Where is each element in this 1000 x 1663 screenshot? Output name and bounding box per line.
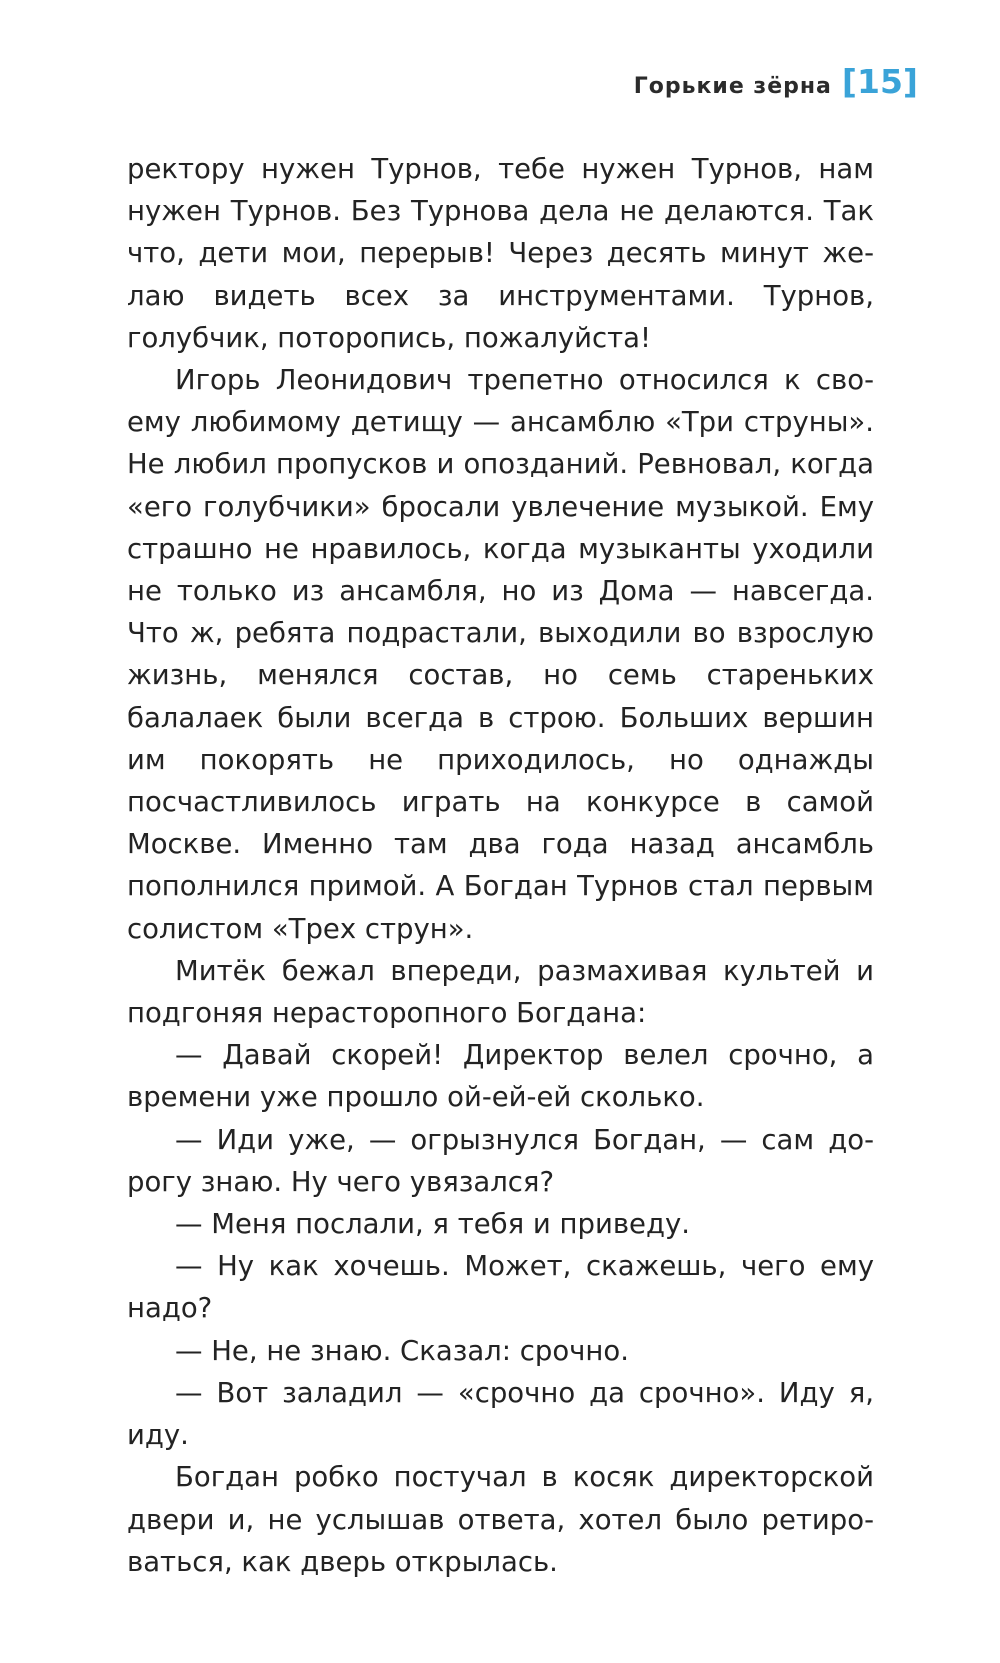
dialogue-line: — Иди уже, — огрызнулся Богдан, — сам дорогу знаю. Ну чего увязался? (127, 1123, 874, 1198)
paragraph: Митёк бежал впереди, размахивая культей и подгоняя нерасторопного Богдана: (127, 954, 874, 1030)
body-text (127, 148, 874, 1583)
dialogue-line: — Ну как хочешь. Может, скажешь, чего ему надо? (127, 1250, 874, 1325)
page-number: [15] (841, 62, 918, 101)
dialogue-line: — Вот заладил — «срочно да срочно». Иду я, иду. (127, 1376, 874, 1452)
dialogue-line: — Меня послали, я тебя и приведу. (175, 1208, 690, 1241)
paragraph: ректору нужен Турнов, тебе нужен Турнов, нам нужен Турнов. Без Турнова дела не делаются. Так что, дети мои, перерыв! Через десять минут желаю видеть всех за инструментами. Турнов, голубчик, поторопись, пожалуйста! (127, 153, 874, 354)
dialogue-line: — Не, не знаю. Сказал: срочно. (175, 1334, 629, 1367)
dialogue-line: — Давай скорей! Директор велел срочно, а времени уже прошло ой-ей-ей сколько. (127, 1039, 874, 1114)
paragraph: Игорь Леонидович трепетно относился к своему любимому детищу — ансамблю «Три струны». Не любил пропусков и опозданий. Ревновал, когда «его голубчики» бросали увлечение музыкой. Ему страшно не нравилось, когда музыканты уходили не только из ансамбля, но из Дома — навсегда. Что ж, ребята подрастали, выходили во взрослую жизнь, менялся состав, но семь стареньких балалаек были всегда в строю. Больших вершин им покорять не приходилось, но однажды посчастливилось играть на конкурсе в самой Москве. Именно там два года назад ансамбль пополнился примой. А Богдан Турнов стал первым солистом «Трех струн». (127, 364, 874, 945)
paragraph: Богдан робко постучал в косяк директорской двери и, не услышав ответа, хотел было ретироваться, как дверь открылась. (127, 1461, 874, 1578)
running-title: Горькие зёрна (633, 74, 832, 99)
page-header (634, 62, 918, 101)
